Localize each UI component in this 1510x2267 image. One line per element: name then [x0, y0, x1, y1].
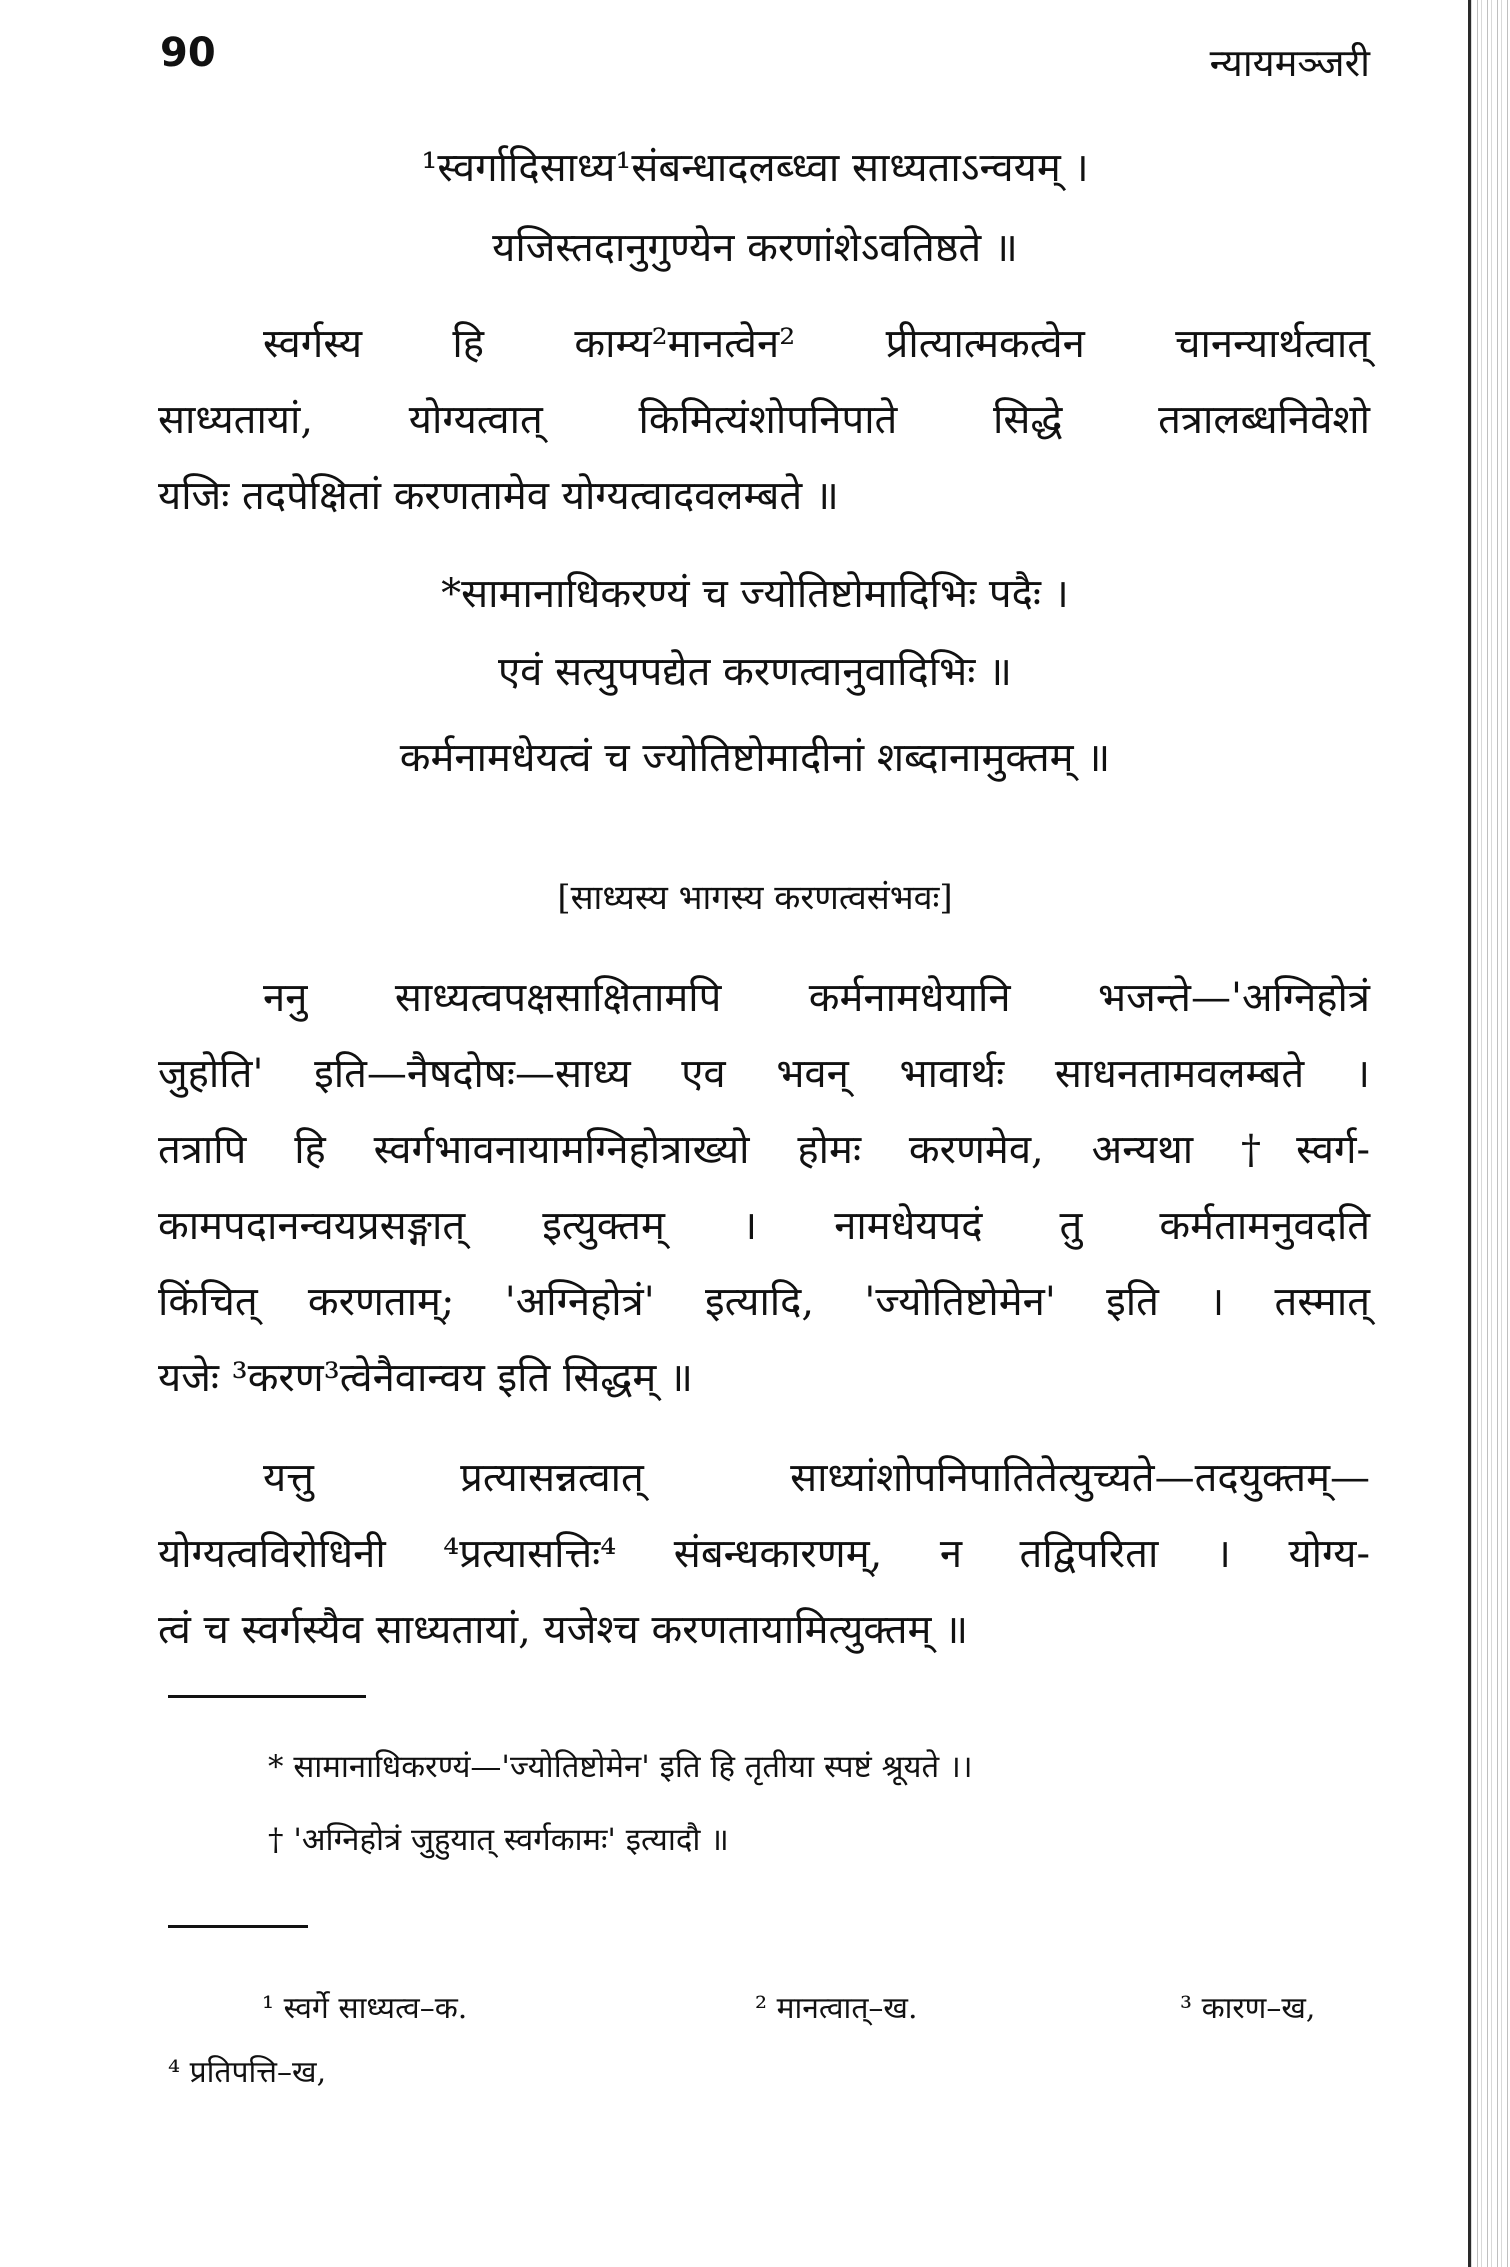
- verse-line: कर्मनामधेयत्वं च ज्योतिष्टोमादीनां शब्दानामुक्तम् ॥: [399, 735, 1111, 781]
- verse-line: यजिस्तदानुगुण्येन करणांशेऽवतिष्ठते ॥: [492, 225, 1018, 271]
- paragraph-line: तत्रापि हि स्वर्गभावनायामग्निहोत्राख्यो होमः करणमेव, अन्यथा †स्वर्ग-: [158, 1127, 1370, 1173]
- page-number: 90: [160, 30, 216, 76]
- page-edge-line: [1468, 0, 1471, 2267]
- paragraph-line: स्वर्गस्य हि काम्य²मानत्वेन² प्रीत्यात्मकत्वेन चानन्यार्थत्वात्: [263, 321, 1370, 367]
- verse-line: एवं सत्युपपद्येत करणत्वानुवादिभिः ॥: [498, 649, 1012, 695]
- page-header: [160, 30, 1370, 90]
- variant-reading: ³ कारण–ख,: [1180, 1991, 1316, 2026]
- paragraph-line: कामपदानन्वयप्रसङ्गात् इत्युक्तम् । नामधेयपदं तु कर्मतामनुवदति: [158, 1203, 1370, 1249]
- running-title: न्यायमञ्जरी: [1209, 41, 1370, 85]
- star-footnote: * सामानाधिकरण्यं—'ज्योतिष्टोमेन' इति हि तृतीया स्पष्टं श्रूयते ।।: [268, 1749, 973, 1785]
- variants-separator: [168, 1925, 308, 1928]
- paragraph-line: साध्यतायां, योग्यत्वात् किमित्यंशोपनिपाते सिद्धे तत्रालब्धनिवेशो: [158, 397, 1370, 443]
- paragraph-line: जुहोति' इति—नैषदोषः—साध्य एव भवन् भावार्थः साधनतामवलम्बते ।: [158, 1051, 1370, 1097]
- variant-reading: ⁴ प्रतिपत्ति–ख,: [168, 2055, 327, 2090]
- paragraph-line: यत्तु प्रत्यासन्नत्वात् साध्यांशोपनिपातितेत्युच्यते—तदयुक्तम्—: [263, 1455, 1370, 1501]
- verse-line: ¹स्वर्गादिसाध्य¹संबन्धादलब्ध्वा साध्यताऽन्वयम् ।: [421, 145, 1089, 191]
- paragraph-line: यजेः ³करण³त्वेनैवान्वय इति सिद्धम् ॥: [158, 1355, 693, 1401]
- paragraph-line: ननु साध्यत्वपक्षसाक्षितामपि कर्मनामधेयानि भजन्ते—'अग्निहोत्रं: [263, 975, 1370, 1021]
- variant-reading: ² मानत्वात्–ख.: [755, 1991, 918, 2026]
- notes-separator: [168, 1695, 366, 1698]
- section-heading: [साध्यस्य भागस्य करणत्वसंभवः]: [557, 878, 953, 918]
- paragraph-line: यजिः तदपेक्षितां करणतामेव योग्यत्वादवलम्बते ॥: [158, 473, 839, 519]
- verse-line: *सामानाधिकरण्यं च ज्योतिष्टोमादिभिः पदैः ।: [441, 571, 1069, 617]
- paragraph-line: योग्यत्वविरोधिनी ⁴प्रत्यासत्तिः⁴ संबन्धकारणम्, न तद्विपरिता । योग्य-: [158, 1531, 1370, 1577]
- page-edge-texture: [1468, 0, 1510, 2267]
- paragraph-line: किंचित् करणताम्; 'अग्निहोत्रं' इत्यादि, 'ज्योतिष्टोमेन' इति । तस्मात्: [158, 1279, 1370, 1325]
- variant-reading: ¹ स्वर्गे साध्यत्व–क.: [262, 1991, 468, 2026]
- paragraph-line: त्वं च स्वर्गस्यैव साध्यतायां, यजेश्च करणतायामित्युक्तम् ॥: [158, 1607, 969, 1653]
- dagger-footnote: † 'अग्निहोत्रं जुहुयात् स्वर्गकामः' इत्यादौ ॥: [268, 1822, 729, 1858]
